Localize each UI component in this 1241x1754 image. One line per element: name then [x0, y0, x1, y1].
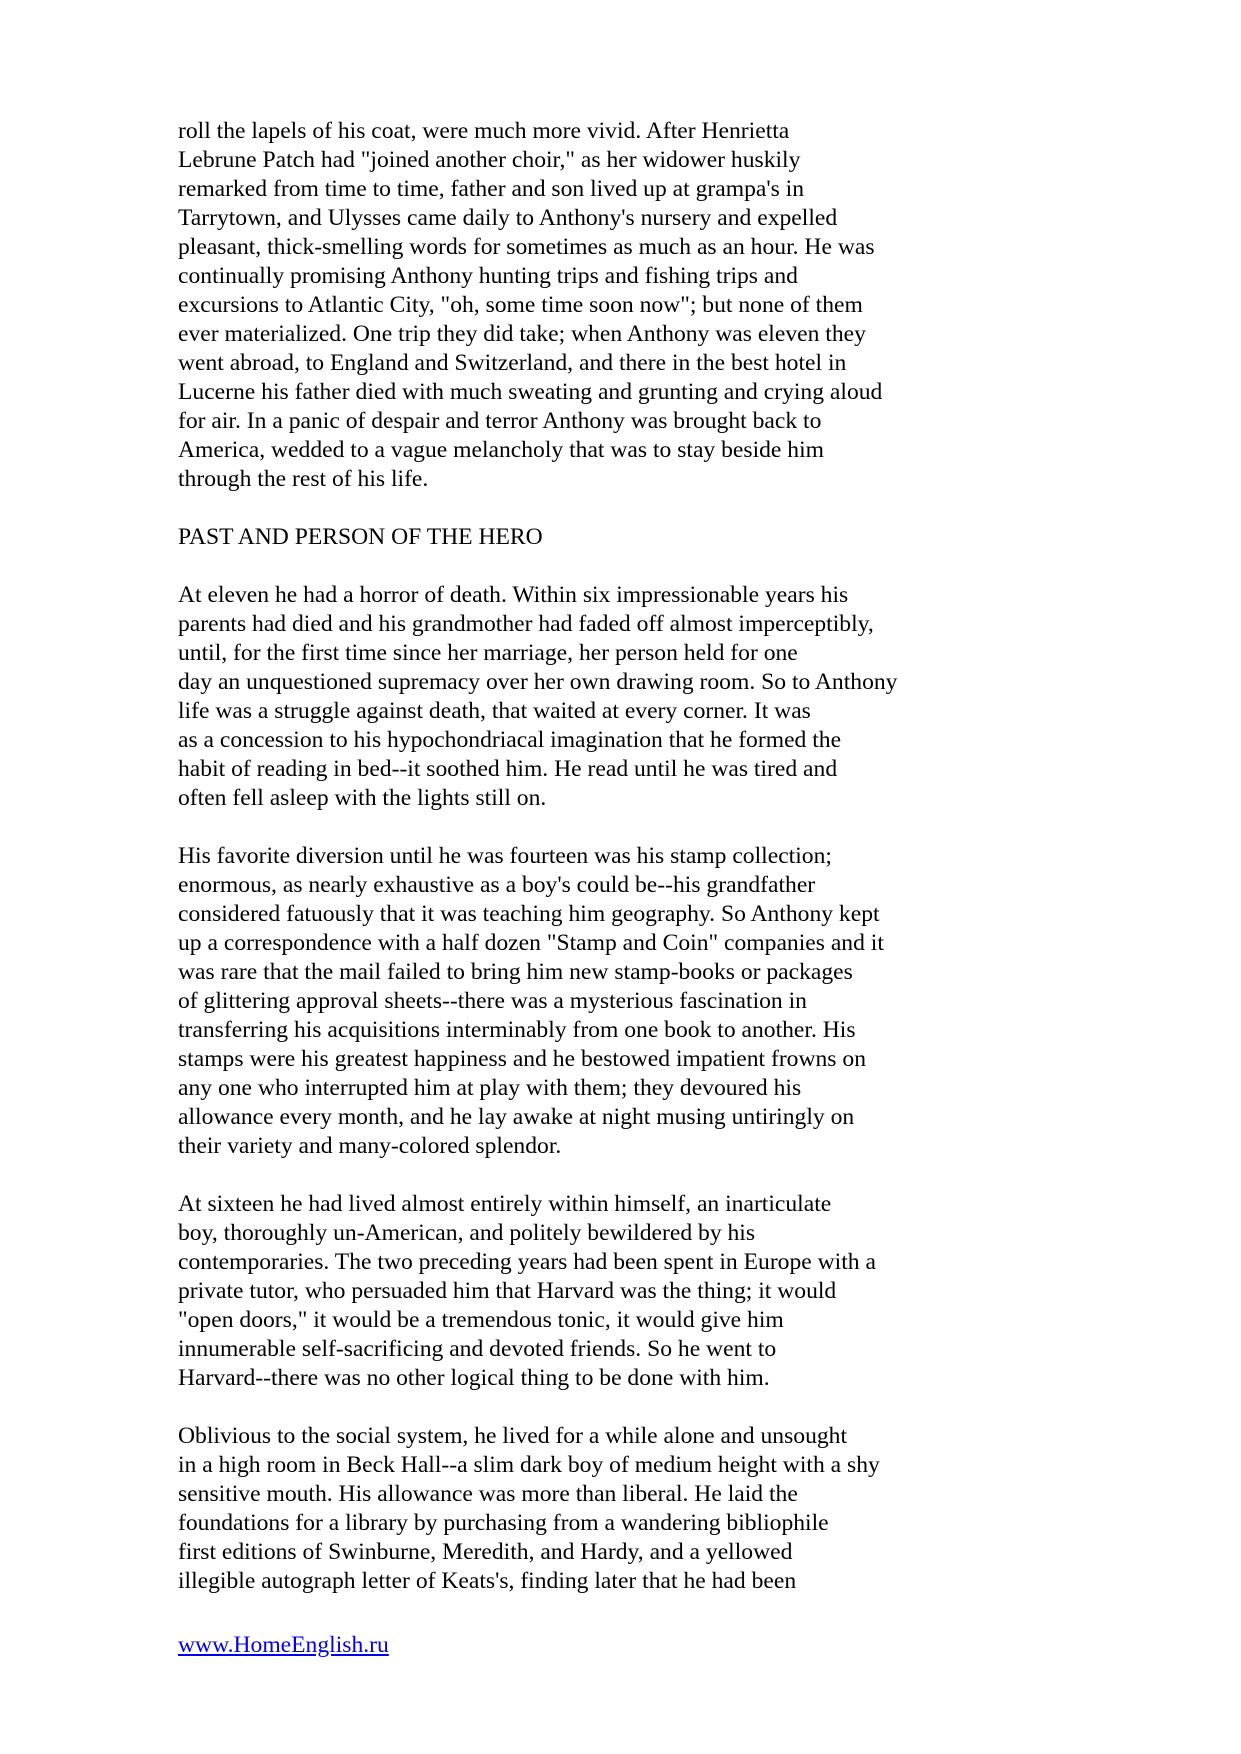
text-line: their variety and many-colored splendor.: [178, 1133, 562, 1159]
text-line: up a correspondence with a half dozen "Stamp and Coin" companies and it: [178, 930, 884, 956]
text-line: innumerable self-sacrificing and devoted friends. So he went to: [178, 1336, 777, 1362]
text-line: of glittering approval sheets--there was a mysterious fascination in: [178, 988, 807, 1014]
text-line: His favorite diversion until he was fourteen was his stamp collection;: [178, 843, 832, 869]
text-line: allowance every month, and he lay awake at night musing untiringly on: [178, 1104, 855, 1130]
text-line: Lebrune Patch had "joined another choir," as her widower huskily: [178, 147, 801, 173]
text-line: pleasant, thick-smelling words for sometimes as much as an hour. He was: [178, 234, 875, 260]
text-line: illegible autograph letter of Keats's, finding later that he had been: [178, 1568, 797, 1594]
text-line: parents had died and his grandmother had faded off almost imperceptibly,: [178, 611, 874, 637]
text-line: enormous, as nearly exhaustive as a boy's could be--his grandfather: [178, 872, 816, 898]
paragraph-5: [178, 1422, 1178, 1596]
text-line: life was a struggle against death, that waited at every corner. It was: [178, 698, 811, 724]
text-line: was rare that the mail failed to bring him new stamp-books or packages: [178, 959, 853, 985]
text-line: roll the lapels of his coat, were much more vivid. After Henrietta: [178, 118, 790, 144]
heading-text: PAST AND PERSON OF THE HERO: [178, 524, 543, 550]
text-line: excursions to Atlantic City, "oh, some time soon now"; but none of them: [178, 292, 863, 318]
page-body: [178, 117, 1178, 1625]
text-line: day an unquestioned supremacy over her own drawing room. So to Anthony: [178, 669, 898, 695]
text-line: boy, thoroughly un-American, and politely bewildered by his: [178, 1220, 756, 1246]
text-line: went abroad, to England and Switzerland, and there in the best hotel in: [178, 350, 847, 376]
paragraph-4: [178, 1190, 1178, 1393]
text-line: At sixteen he had lived almost entirely within himself, an inarticulate: [178, 1191, 832, 1217]
text-line: until, for the first time since her marriage, her person held for one: [178, 640, 798, 666]
text-line: in a high room in Beck Hall--a slim dark boy of medium height with a shy: [178, 1452, 880, 1478]
text-line: often fell asleep with the lights still on.: [178, 785, 547, 811]
text-line: contemporaries. The two preceding years had been spent in Europe with a: [178, 1249, 876, 1275]
text-line: as a concession to his hypochondriacal imagination that he formed the: [178, 727, 842, 753]
text-line: foundations for a library by purchasing from a wandering bibliophile: [178, 1510, 829, 1536]
paragraph-3: [178, 842, 1178, 1161]
text-line: At eleven he had a horror of death. Within six impressionable years his: [178, 582, 849, 608]
text-line: through the rest of his life.: [178, 466, 429, 492]
text-line: transferring his acquisitions interminably from one book to another. His: [178, 1017, 856, 1043]
section-heading: [178, 523, 1178, 552]
text-line: habit of reading in bed--it soothed him. He read until he was tired and: [178, 756, 838, 782]
text-line: Tarrytown, and Ulysses came daily to Anthony's nursery and expelled: [178, 205, 838, 231]
text-line: remarked from time to time, father and son lived up at grampa's in: [178, 176, 805, 202]
text-line: Lucerne his father died with much sweating and grunting and crying aloud: [178, 379, 883, 405]
text-line: America, wedded to a vague melancholy that was to stay beside him: [178, 437, 825, 463]
footer-link[interactable]: www.HomeEnglish.ru: [178, 1632, 389, 1658]
text-line: any one who interrupted him at play with them; they devoured his: [178, 1075, 802, 1101]
text-line: "open doors," it would be a tremendous tonic, it would give him: [178, 1307, 784, 1333]
text-line: continually promising Anthony hunting trips and fishing trips and: [178, 263, 798, 289]
text-line: first editions of Swinburne, Meredith, and Hardy, and a yellowed: [178, 1539, 793, 1565]
text-line: Oblivious to the social system, he lived for a while alone and unsought: [178, 1423, 848, 1449]
text-line: Harvard--there was no other logical thing to be done with him.: [178, 1365, 770, 1391]
text-line: stamps were his greatest happiness and he bestowed impatient frowns on: [178, 1046, 866, 1072]
paragraph-2: [178, 581, 1178, 813]
text-line: considered fatuously that it was teaching him geography. So Anthony kept: [178, 901, 880, 927]
text-line: private tutor, who persuaded him that Harvard was the thing; it would: [178, 1278, 837, 1304]
text-line: for air. In a panic of despair and terror Anthony was brought back to: [178, 408, 822, 434]
text-line: sensitive mouth. His allowance was more than liberal. He laid the: [178, 1481, 798, 1507]
text-line: ever materialized. One trip they did take; when Anthony was eleven they: [178, 321, 866, 347]
paragraph-1: [178, 117, 1178, 494]
